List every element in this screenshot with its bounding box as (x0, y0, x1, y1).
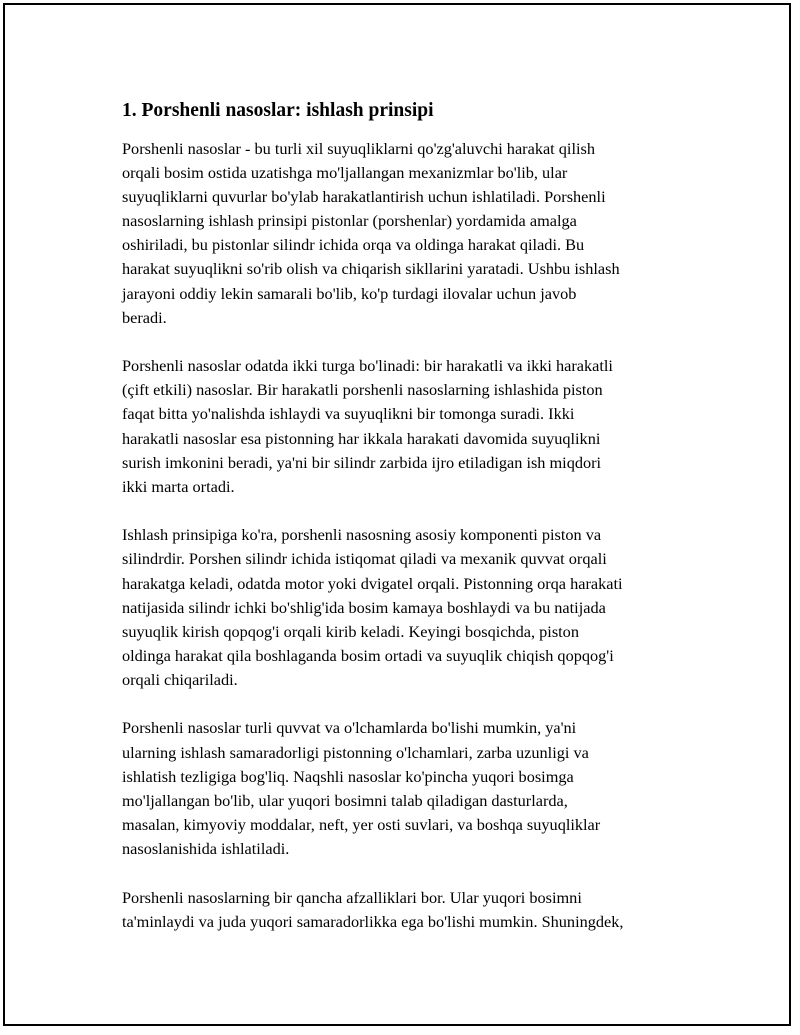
page-frame (3, 3, 791, 1026)
text-line: silindrdir. Porshen silindr ichida istiqomat qiladi va mexanik quvvat orqali (122, 549, 607, 569)
text-line: suyuqlik kirish qopqog'i orqali kirib keladi. Keyingi bosqichda, piston (122, 621, 579, 641)
text-line: beradi. (122, 307, 167, 327)
text-line: surish imkonini beradi, ya'ni bir silindr zarbida ijro etiladigan ish miqdori (122, 452, 602, 472)
text-line: harakatga keladi, odatda motor yoki dvigatel orqali. Pistonning orqa harakati (122, 573, 623, 593)
text-line: jarayoni oddiy lekin samarali bo'lib, ko'p turdagi ilovalar uchun javob (122, 283, 577, 303)
text-line: ishlatish tezligiga bog'liq. Naqshli nasoslar ko'pincha yuqori bosimga (122, 766, 574, 786)
text-line: masalan, kimyoviy moddalar, neft, yer osti suvlari, va boshqa suyuqliklar (122, 814, 601, 834)
text-line: (çift etkili) nasoslar. Bir harakatli porshenli nasoslarning ishlashida piston (122, 380, 603, 400)
text-line: orqali bosim ostida uzatishga mo'ljallangan mexanizmlar bo'lib, ular (122, 163, 568, 183)
text-line: Ishlash prinsipiga ko'ra, porshenli nasosning asosiy komponenti piston va (122, 525, 602, 545)
text-line: Porshenli nasoslarning bir qancha afzalliklari bor. Ular yuqori bosimni (122, 887, 582, 907)
text-line: nasoslarning ishlash prinsipi pistonlar (porshenlar) yordamida amalga (122, 211, 577, 231)
text-line: harakat suyuqlikni so'rib olish va chiqarish sikllarini yaratadi. Ushbu ishlash (122, 259, 620, 279)
text-line: natijasida silindr ichki bo'shlig'ida bosim kamaya boshlaydi va bu natijada (122, 597, 606, 617)
text-line: orqali chiqariladi. (122, 669, 238, 689)
text-line: oshiriladi, bu pistonlar silindr ichida orqa va oldinga harakat qiladi. Bu (122, 235, 585, 255)
text-line: suyuqliklarni quvurlar bo'ylab harakatlantirish uchun ishlatiladi. Porshenli (122, 187, 606, 207)
text-line: harakatli nasoslar esa pistonning har ikkala harakati davomida suyuqlikni (122, 428, 601, 448)
text-line: oldinga harakat qila boshlaganda bosim ortadi va suyuqlik chiqish qopqog'i (122, 645, 614, 665)
document-title: 1. Porshenli nasoslar: ishlash prinsipi (122, 100, 434, 121)
text-line: mo'ljallangan bo'lib, ular yuqori bosimni talab qiladigan dasturlarda, (122, 790, 568, 810)
text-line: nasoslanishida ishlatiladi. (122, 838, 290, 858)
document-body (120, 99, 692, 958)
text-line: faqat bitta yo'nalishda ishlaydi va suyuqlikni bir tomonga suradi. Ikki (122, 404, 575, 424)
paragraph-1 (122, 137, 692, 330)
paragraph-2 (122, 354, 692, 499)
text-line: Porshenli nasoslar turli quvvat va o'lchamlarda bo'lishi mumkin, ya'ni (122, 718, 577, 738)
paragraph-4 (122, 716, 692, 861)
paragraph-3 (122, 523, 692, 692)
text-line: ularning ishlash samaradorligi pistonning o'lchamlari, zarba uzunligi va (122, 742, 589, 762)
text-line: ikki marta ortadi. (122, 476, 235, 496)
text-line: Porshenli nasoslar odatda ikki turga bo'linadi: bir harakatli va ikki harakatli (122, 356, 613, 376)
paragraph-5 (122, 886, 692, 934)
text-line: Porshenli nasoslar - bu turli xil suyuqliklarni qo'zg'aluvchi harakat qilish (122, 139, 595, 158)
text-line: ta'minlaydi va juda yuqori samaradorlikka ega bo'lishi mumkin. Shuningdek, (122, 911, 624, 931)
